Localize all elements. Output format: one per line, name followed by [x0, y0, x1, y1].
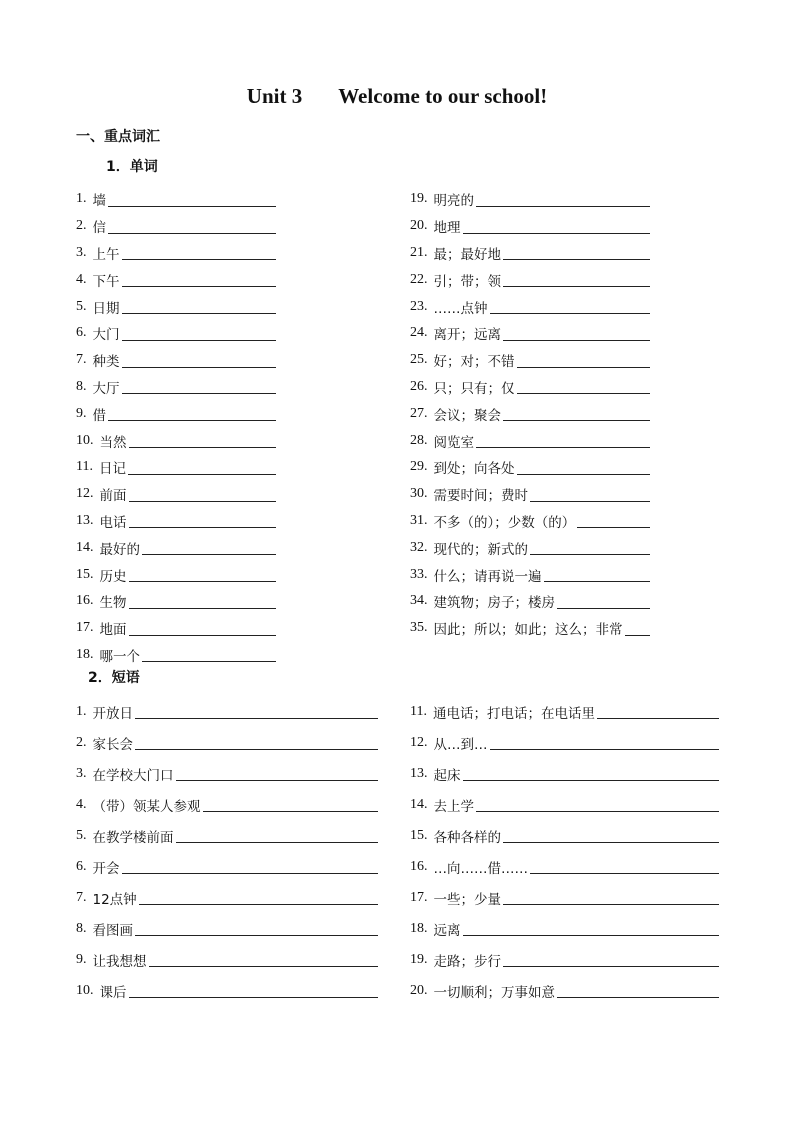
answer-blank[interactable] — [135, 921, 378, 936]
list-item — [76, 913, 396, 944]
item-number: 14. — [76, 539, 94, 555]
answer-blank[interactable] — [108, 192, 276, 207]
answer-blank[interactable] — [503, 828, 719, 843]
list-item — [76, 374, 396, 401]
item-text: 大门 — [92, 327, 120, 344]
item-text: 地理 — [433, 220, 461, 237]
list-item — [410, 293, 730, 320]
answer-blank[interactable] — [530, 487, 650, 502]
list-item — [410, 789, 730, 820]
list-item — [410, 561, 730, 588]
list-item — [76, 508, 396, 535]
item-number: 22. — [410, 271, 428, 287]
item-number: 6. — [76, 858, 87, 874]
vocab-list-right — [410, 186, 730, 642]
list-item — [76, 186, 396, 213]
answer-blank[interactable] — [108, 406, 276, 421]
item-number: 19. — [410, 191, 428, 207]
list-item — [76, 240, 396, 267]
item-number: 5. — [76, 827, 87, 843]
item-text: 家长会 — [92, 736, 133, 753]
list-item — [76, 266, 396, 293]
item-text: 开放日 — [92, 705, 133, 722]
list-item — [410, 588, 730, 615]
answer-blank[interactable] — [142, 647, 276, 662]
answer-blank[interactable] — [176, 828, 379, 843]
item-number: 5. — [76, 298, 87, 314]
item-text: 日期 — [92, 300, 120, 317]
item-number: 1. — [76, 703, 87, 719]
answer-blank[interactable] — [135, 735, 378, 750]
answer-blank[interactable] — [463, 766, 720, 781]
item-number: 3. — [76, 765, 87, 781]
list-item — [410, 882, 730, 913]
item-number: 10. — [76, 432, 94, 448]
item-text: 远离 — [433, 922, 461, 939]
item-number: 7. — [76, 352, 87, 368]
answer-blank[interactable] — [135, 704, 378, 719]
answer-blank[interactable] — [625, 621, 651, 636]
item-number: 20. — [410, 218, 428, 234]
list-item — [410, 481, 730, 508]
answer-blank[interactable] — [530, 540, 650, 555]
item-text: 最好的 — [99, 541, 140, 558]
item-text: 墙 — [92, 193, 106, 210]
answer-blank[interactable] — [122, 245, 277, 260]
item-number: 12. — [76, 486, 94, 502]
item-text: 从…到… — [433, 736, 488, 753]
list-item — [410, 534, 730, 561]
list-item — [76, 944, 396, 975]
item-number: 9. — [76, 405, 87, 421]
list-item — [76, 481, 396, 508]
list-item — [410, 615, 730, 642]
item-number: 30. — [410, 486, 428, 502]
list-item — [76, 789, 396, 820]
answer-blank[interactable] — [139, 890, 378, 905]
list-item — [410, 427, 730, 454]
list-item — [410, 347, 730, 374]
phrase-list-left — [76, 696, 396, 1006]
item-number: 2. — [76, 734, 87, 750]
answer-blank[interactable] — [122, 379, 277, 394]
list-item — [76, 347, 396, 374]
answer-blank[interactable] — [530, 859, 719, 874]
list-item — [76, 642, 396, 669]
item-number: 3. — [76, 244, 87, 260]
item-text: 12点钟 — [92, 891, 137, 908]
item-number: 33. — [410, 566, 428, 582]
answer-blank[interactable] — [476, 433, 650, 448]
item-text: 一切顺利；万事如意 — [433, 984, 555, 1001]
item-text: 当然 — [99, 434, 127, 451]
item-text: 各种各样的 — [433, 829, 501, 846]
list-item — [76, 427, 396, 454]
item-text: 电话 — [99, 514, 127, 531]
item-text: 日记 — [98, 461, 126, 478]
list-item — [76, 561, 396, 588]
list-item — [410, 266, 730, 293]
unit-label: Unit 3 — [246, 84, 303, 108]
item-text: 一些；少量 — [433, 891, 501, 908]
item-number: 16. — [76, 593, 94, 609]
list-item — [410, 820, 730, 851]
list-item — [410, 913, 730, 944]
item-number: 9. — [76, 951, 87, 967]
item-text: 走路；步行 — [433, 953, 501, 970]
list-item — [76, 696, 396, 727]
item-number: 24. — [410, 325, 428, 341]
answer-blank[interactable] — [490, 299, 651, 314]
list-item — [76, 820, 396, 851]
answer-blank[interactable] — [476, 192, 650, 207]
item-text: 去上学 — [433, 798, 474, 815]
list-item — [76, 213, 396, 240]
list-item — [76, 975, 396, 1006]
list-item — [76, 727, 396, 758]
answer-blank[interactable] — [463, 219, 651, 234]
list-item — [410, 975, 730, 1006]
subheading-words: 1．单词 — [106, 159, 158, 175]
answer-blank[interactable] — [122, 859, 379, 874]
answer-blank[interactable] — [597, 704, 719, 719]
answer-blank[interactable] — [128, 460, 276, 475]
item-number: 4. — [76, 271, 87, 287]
item-number: 28. — [410, 432, 428, 448]
item-text: 会议；聚会 — [433, 407, 501, 424]
answer-blank[interactable] — [557, 983, 719, 998]
item-number: 17. — [76, 620, 94, 636]
item-text: …向……借…… — [433, 860, 528, 877]
answer-blank[interactable] — [517, 353, 651, 368]
list-item — [410, 851, 730, 882]
item-number: 25. — [410, 352, 428, 368]
item-number: 8. — [76, 378, 87, 394]
answer-blank[interactable] — [517, 460, 651, 475]
answer-blank[interactable] — [122, 326, 277, 341]
answer-blank[interactable] — [122, 299, 277, 314]
list-item — [410, 944, 730, 975]
answer-blank[interactable] — [129, 594, 277, 609]
answer-blank[interactable] — [557, 594, 650, 609]
answer-blank[interactable] — [122, 353, 277, 368]
list-item — [76, 534, 396, 561]
answer-blank[interactable] — [129, 567, 277, 582]
item-number: 26. — [410, 378, 428, 394]
answer-blank[interactable] — [129, 513, 277, 528]
list-item — [76, 588, 396, 615]
item-text: 因此；所以；如此；这么；非常 — [433, 622, 623, 639]
item-text: 生物 — [99, 595, 127, 612]
list-item — [410, 696, 730, 727]
unit-name: Welcome to our school! — [338, 84, 548, 108]
item-text: 大厅 — [92, 380, 120, 397]
item-text: 只；只有；仅 — [433, 380, 515, 397]
item-text: 到处；向各处 — [433, 461, 515, 478]
item-text: 开会 — [92, 860, 120, 877]
list-item — [76, 851, 396, 882]
list-item — [410, 213, 730, 240]
answer-blank[interactable] — [176, 766, 379, 781]
item-text: 引；带；领 — [433, 273, 501, 290]
answer-blank[interactable] — [503, 272, 650, 287]
item-number: 10. — [76, 982, 94, 998]
item-text: 建筑物；房子；楼房 — [433, 595, 555, 612]
answer-blank[interactable] — [142, 540, 276, 555]
item-number: 31. — [410, 512, 428, 528]
item-text: 什么；请再说一遍 — [433, 568, 542, 585]
list-item — [76, 454, 396, 481]
item-text: 看图画 — [92, 922, 133, 939]
answer-blank[interactable] — [503, 406, 650, 421]
answer-blank[interactable] — [503, 326, 650, 341]
item-text: 最；最好地 — [433, 246, 501, 263]
answer-blank[interactable] — [476, 797, 719, 812]
item-text: 借 — [92, 407, 106, 424]
item-text: （带）领某人参观 — [92, 798, 201, 815]
answer-blank[interactable] — [503, 245, 650, 260]
answer-blank[interactable] — [149, 952, 379, 967]
item-text: 离开；远离 — [433, 327, 501, 344]
item-text: 起床 — [433, 767, 461, 784]
item-text: 明亮的 — [433, 193, 474, 210]
item-text: 信 — [92, 220, 106, 237]
list-item — [410, 186, 730, 213]
item-number: 27. — [410, 405, 428, 421]
item-number: 11. — [410, 703, 427, 719]
item-text: 下午 — [92, 273, 120, 290]
item-number: 13. — [76, 512, 94, 528]
item-number: 16. — [410, 858, 428, 874]
answer-blank[interactable] — [503, 952, 719, 967]
item-text: 好；对；不错 — [433, 354, 515, 371]
item-number: 20. — [410, 982, 428, 998]
item-number: 17. — [410, 889, 428, 905]
answer-blank[interactable] — [122, 272, 277, 287]
item-number: 11. — [76, 459, 93, 475]
list-item — [410, 320, 730, 347]
item-number: 4. — [76, 796, 87, 812]
item-number: 6. — [76, 325, 87, 341]
item-number: 23. — [410, 298, 428, 314]
item-number: 15. — [76, 566, 94, 582]
item-text: 通电话；打电话；在电话里 — [432, 705, 595, 722]
item-number: 18. — [410, 920, 428, 936]
list-item — [410, 240, 730, 267]
item-text: ……点钟 — [433, 300, 488, 317]
item-number: 8. — [76, 920, 87, 936]
item-text: 上午 — [92, 246, 120, 263]
answer-blank[interactable] — [129, 983, 379, 998]
item-text: 地面 — [99, 622, 127, 639]
list-item — [76, 615, 396, 642]
answer-blank[interactable] — [544, 567, 651, 582]
section-heading-vocabulary: 一、重点词汇 — [76, 129, 160, 145]
subheading-phrases: 2．短语 — [88, 670, 140, 686]
item-number: 18. — [76, 646, 94, 662]
list-item — [76, 882, 396, 913]
vocab-list-left — [76, 186, 396, 668]
phrase-list-right — [410, 696, 730, 1006]
page-title — [0, 84, 794, 109]
list-item — [410, 374, 730, 401]
item-number: 13. — [410, 765, 428, 781]
list-item — [76, 320, 396, 347]
item-number: 2. — [76, 218, 87, 234]
list-item — [76, 293, 396, 320]
answer-blank[interactable] — [129, 433, 277, 448]
item-number: 29. — [410, 459, 428, 475]
item-text: 课后 — [99, 984, 127, 1001]
item-text: 前面 — [99, 488, 127, 505]
item-text: 现代的；新式的 — [433, 541, 528, 558]
item-number: 15. — [410, 827, 428, 843]
answer-blank[interactable] — [129, 621, 277, 636]
item-text: 让我想想 — [92, 953, 147, 970]
answer-blank[interactable] — [490, 735, 720, 750]
item-number: 21. — [410, 244, 428, 260]
item-text: 阅览室 — [433, 434, 474, 451]
answer-blank[interactable] — [503, 890, 719, 905]
item-text: 需要时间；费时 — [433, 488, 528, 505]
item-text: 历史 — [99, 568, 127, 585]
answer-blank[interactable] — [517, 379, 651, 394]
answer-blank[interactable] — [463, 921, 720, 936]
list-item — [410, 400, 730, 427]
item-number: 12. — [410, 734, 428, 750]
item-number: 34. — [410, 593, 428, 609]
item-number: 7. — [76, 889, 87, 905]
item-text: 种类 — [92, 354, 120, 371]
list-item — [76, 758, 396, 789]
item-text: 不多（的）；少数（的） — [433, 514, 576, 531]
item-number: 14. — [410, 796, 428, 812]
item-text: 在学校大门口 — [92, 767, 174, 784]
list-item — [410, 508, 730, 535]
item-text: 在教学楼前面 — [92, 829, 174, 846]
list-item — [76, 400, 396, 427]
answer-blank[interactable] — [577, 513, 650, 528]
list-item — [410, 758, 730, 789]
item-number: 35. — [410, 620, 428, 636]
answer-blank[interactable] — [129, 487, 277, 502]
item-text: 哪一个 — [99, 648, 140, 665]
list-item — [410, 454, 730, 481]
item-number: 32. — [410, 539, 428, 555]
answer-blank[interactable] — [203, 797, 379, 812]
item-number: 19. — [410, 951, 428, 967]
item-number: 1. — [76, 191, 87, 207]
list-item — [410, 727, 730, 758]
answer-blank[interactable] — [108, 219, 276, 234]
